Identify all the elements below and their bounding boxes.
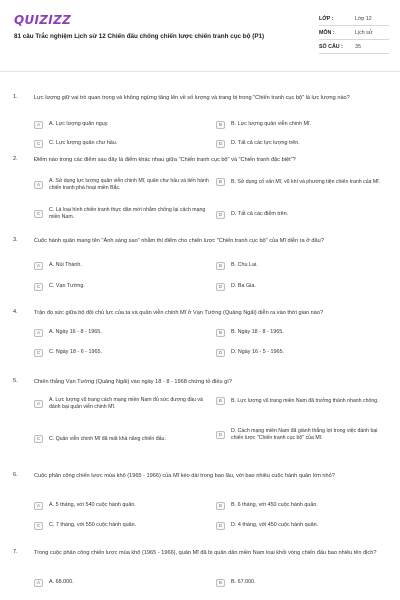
question-text: Chiến thắng Vạn Tường (Quảng Ngãi) vào ngày 18 - 8 - 1968 chứng tỏ điều gì?: [34, 379, 232, 385]
option-d[interactable]: [216, 349, 386, 357]
option-letter: A: [34, 400, 43, 408]
option-b[interactable]: [216, 329, 386, 337]
option-letter: C: [34, 210, 43, 218]
option-b[interactable]: [216, 579, 386, 587]
question-number: 6.: [13, 472, 18, 478]
option-letter: C: [34, 522, 43, 530]
option-text: D. Tất cả các lực lượng trên.: [231, 140, 300, 147]
option-letter: D: [216, 211, 225, 219]
option-a[interactable]: [34, 502, 184, 510]
option-letter: A: [34, 329, 43, 337]
question-number: 1.: [13, 94, 18, 100]
option-a[interactable]: [34, 579, 184, 587]
quizizz-logo: [14, 13, 71, 27]
option-letter: D: [216, 522, 225, 530]
option-d[interactable]: [216, 283, 386, 291]
option-letter: B: [216, 502, 225, 510]
question-text: Lực lượng giữ vai trò quan trọng và không ngừng tăng lên về số lượng và trang bị trong "Chiến tranh cục bộ" là lực lượng nào?: [34, 95, 350, 101]
option-d[interactable]: [216, 522, 386, 530]
question-text: Điểm nào trong các điểm sau đây là điểm khác nhau giữa "Chiến tranh cục bộ" và "Chiến tranh đặc biệt"?: [34, 157, 296, 163]
option-letter: B: [216, 397, 225, 405]
logo-text: QUIZIZZ: [14, 13, 72, 27]
option-c[interactable]: [34, 283, 184, 291]
option-text: D. Cách mạng miền Nam đã giành thắng lợi trong việc đánh bại chiến lược "Chiến tranh cục bộ" của Mĩ.: [231, 428, 378, 441]
option-text: B. Chu Lai.: [231, 262, 258, 269]
option-a[interactable]: [34, 262, 184, 270]
option-a[interactable]: [34, 329, 184, 337]
option-b[interactable]: [216, 178, 386, 186]
meta-panel: [319, 12, 389, 54]
question-number: 5.: [13, 378, 18, 384]
option-c[interactable]: [34, 207, 209, 221]
option-d[interactable]: [216, 211, 386, 219]
option-letter: B: [216, 121, 225, 129]
option-text: A. Lực lượng quân ngụy.: [49, 121, 109, 128]
option-b[interactable]: [216, 397, 386, 405]
option-text: B. Sử dụng cố vấn Mĩ, vũ khí và phương tiện chiến tranh của Mĩ.: [231, 178, 381, 185]
option-letter: C: [34, 283, 43, 291]
question-text: Trong cuộc phản công chiến lược mùa khô (1965 - 1966), quân Mĩ đã bị quân dân miền Nam loại khỏi vòng chiến đấu bao nhiêu tên địch?: [34, 550, 377, 556]
question-text: Cuộc hành quân mang tên "Ánh sáng sao" nhằm thí điểm cho chiến lược "Chiến tranh cục bộ" của Mĩ diễn ra ở đâu?: [34, 238, 324, 244]
option-a[interactable]: [34, 397, 209, 411]
option-letter: A: [34, 502, 43, 510]
meta-row-subject: [319, 26, 389, 40]
option-letter: B: [216, 579, 225, 587]
option-letter: B: [216, 262, 225, 270]
option-b[interactable]: [216, 262, 386, 270]
option-text: C. Vạn Tường.: [49, 283, 85, 290]
option-letter: D: [216, 431, 225, 439]
option-letter: B: [216, 178, 225, 186]
option-letter: A: [34, 121, 43, 129]
question-number: 2.: [13, 156, 18, 162]
meta-value: 35: [355, 43, 361, 50]
option-text: B. Lực lượng vũ trang miền Nam đã trưởng thành nhanh chóng.: [231, 397, 379, 404]
question-text: Cuộc phản công chiến lược mùa khô (1965 - 1966) của Mĩ kéo dài trong bao lâu, với bao nhiêu cuộc hành quân lớn nhỏ?: [34, 473, 335, 479]
option-c[interactable]: [34, 140, 184, 148]
question-number: 7.: [13, 549, 18, 555]
option-text: D. Tất cả các điểm trên.: [231, 211, 289, 218]
option-c[interactable]: [34, 435, 209, 443]
option-text: C. Là loại hình chiến tranh thực dân mới nhằm chống lại cách mạng miền Nam.: [49, 207, 206, 220]
meta-label: MÔN :: [319, 29, 335, 36]
option-text: B. Lực lượng quân viễn chinh Mĩ.: [231, 121, 311, 128]
option-text: C. Lực lượng quân chư hầu.: [49, 140, 118, 147]
option-d[interactable]: [216, 428, 386, 442]
option-letter: D: [216, 140, 225, 148]
option-text: D. Ba Gia.: [231, 283, 256, 290]
meta-row-count: [319, 40, 389, 54]
option-text: A. Ngày 16 - 8 - 1965.: [49, 329, 102, 336]
option-a[interactable]: [34, 121, 184, 129]
option-a[interactable]: [34, 178, 209, 192]
option-letter: C: [34, 349, 43, 357]
option-text: A. 5 tháng, với 540 cuộc hành quân.: [49, 502, 136, 509]
header-divider: [0, 71, 400, 72]
option-text: C. Ngày 18 - 6 - 1965.: [49, 349, 103, 356]
option-b[interactable]: [216, 121, 386, 129]
option-text: D. 4 tháng, với 450 cuộc hành quân.: [231, 522, 319, 529]
meta-value: Lịch sử: [355, 29, 373, 36]
option-text: B. 67.000.: [231, 579, 256, 586]
option-c[interactable]: [34, 349, 184, 357]
option-b[interactable]: [216, 502, 386, 510]
question-text: Trận đọ sức giữa bộ đội chủ lực của ta và quân viễn chinh Mĩ ở Vạn Tường (Quảng Ngãi) diễn ra vào thời gian nào?: [34, 310, 324, 316]
meta-label: SỐ CÂU :: [319, 43, 343, 50]
option-text: D. Ngày 16 - 5 - 1965.: [231, 349, 285, 356]
option-c[interactable]: [34, 522, 184, 530]
option-letter: A: [34, 579, 43, 587]
option-text: A. 68.000.: [49, 579, 74, 586]
meta-label: LỚP :: [319, 15, 334, 22]
meta-row-class: [319, 12, 389, 26]
meta-value: Lớp 12: [355, 15, 372, 22]
question-number: 3.: [13, 237, 18, 243]
option-text: C. 7 tháng, với 550 cuộc hành quân.: [49, 522, 137, 529]
page-title: 81 câu Trắc nghiệm Lịch sử 12 Chiến đấu chống chiến lược chiến tranh cục bộ (P1): [14, 33, 265, 40]
option-letter: D: [216, 349, 225, 357]
option-letter: D: [216, 283, 225, 291]
option-letter: A: [34, 181, 43, 189]
option-text: B. 6 tháng, với 450 cuộc hành quân.: [231, 502, 318, 509]
option-text: A. Lực lượng vũ trang cách mạng miền Nam đủ sức đương đầu và đánh bại quân viễn chinh Mĩ.: [49, 397, 203, 410]
option-text: B. Ngày 18 - 8 - 1965.: [231, 329, 284, 336]
question-number: 4.: [13, 309, 18, 315]
option-letter: A: [34, 262, 43, 270]
option-letter: C: [34, 435, 43, 443]
option-text: C. Quân viễn chinh Mĩ đã mất khả năng chiến đấu.: [49, 435, 166, 442]
option-text: A. Núi Thành.: [49, 262, 82, 269]
option-letter: C: [34, 140, 43, 148]
worksheet-header: [0, 0, 400, 72]
option-letter: B: [216, 329, 225, 337]
option-text: A. Sử dụng lực lượng quân viễn chinh Mĩ, quân chư hầu và tiến hành chiến tranh phá hoại miền Bắc.: [49, 178, 209, 191]
option-d[interactable]: [216, 140, 386, 148]
